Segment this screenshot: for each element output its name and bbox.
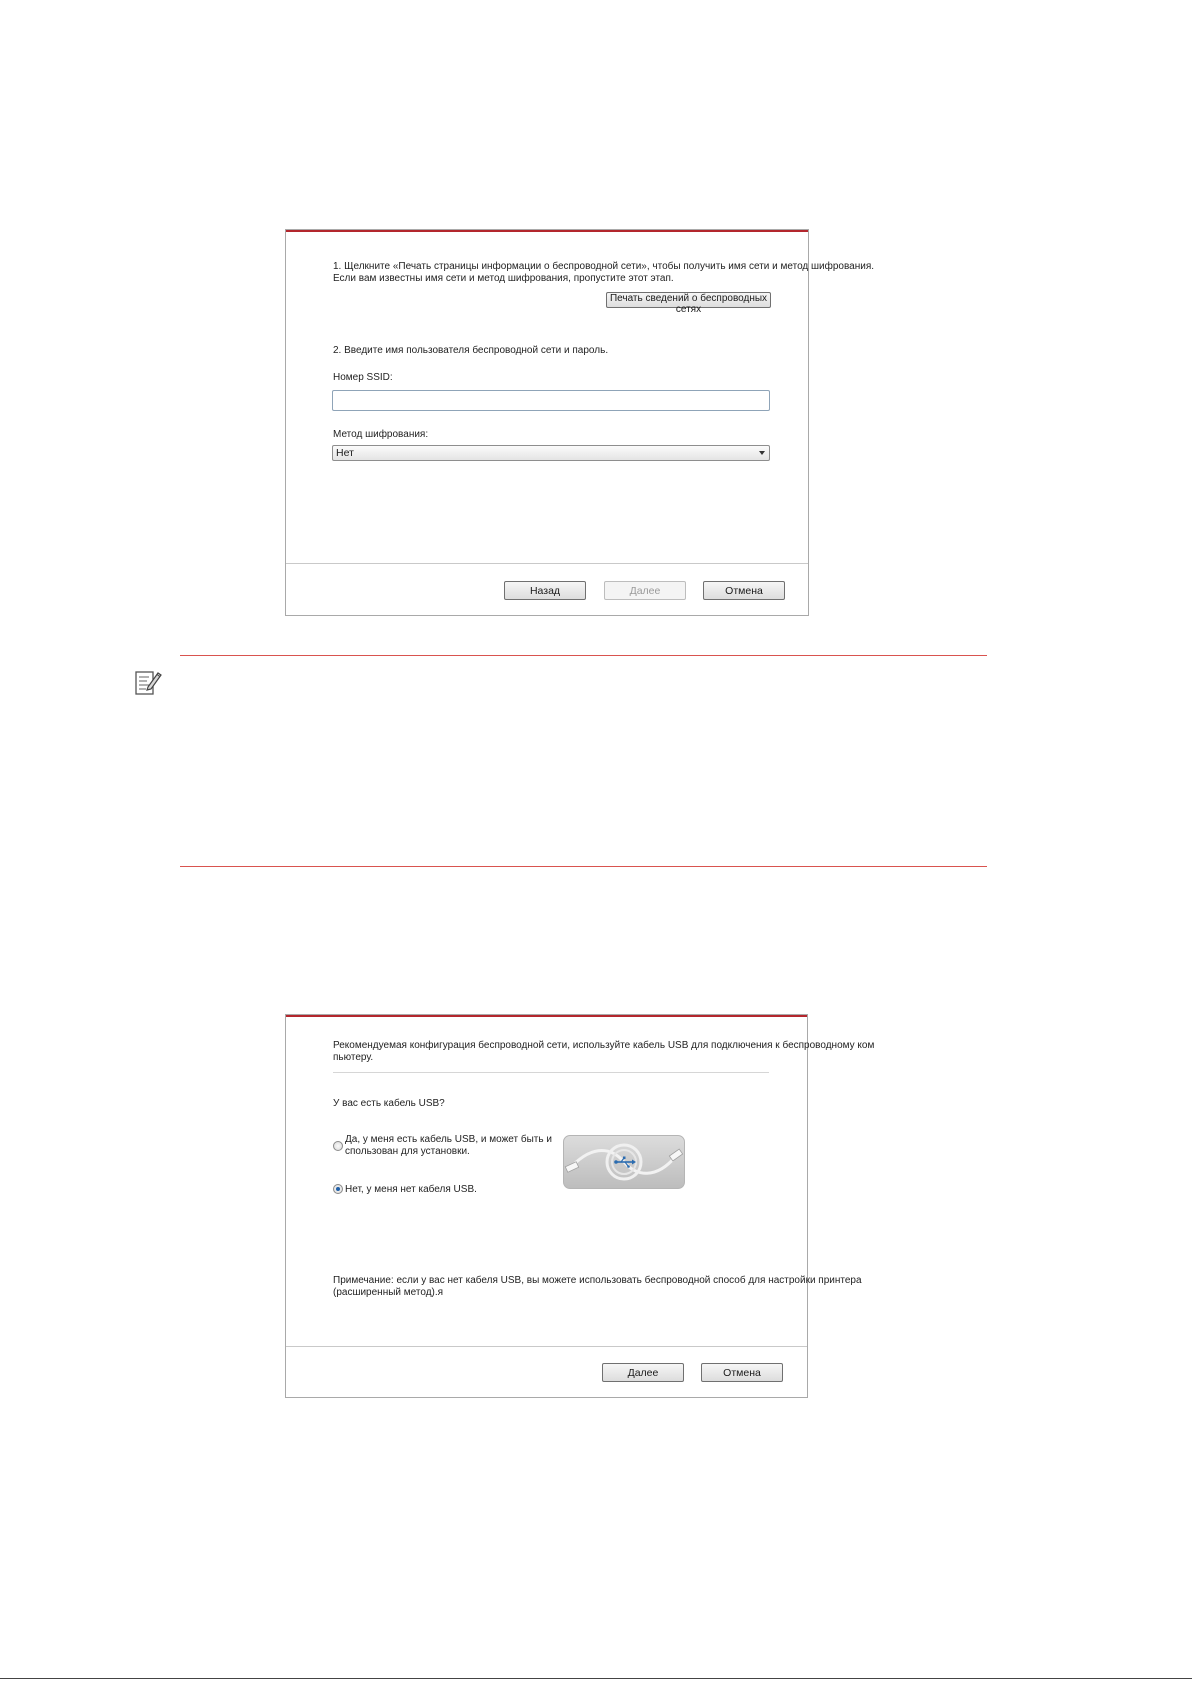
option-yes-label-line1: Да, у меня есть кабель USB, и может быть и [345, 1134, 552, 1145]
encryption-method-value: Нет [336, 447, 354, 459]
usb-intro-line1: Рекомендуемая конфигурация беспроводной сети, используйте кабель USB для подключения к беспроводному ком [333, 1040, 875, 1051]
option-yes-label-line2: спользован для установки. [345, 1146, 470, 1157]
usb-cable-illustration [563, 1135, 685, 1189]
note-bottom-divider [180, 866, 987, 867]
usb-intro-line2: пьютеру. [333, 1052, 374, 1063]
usb-cable-icon [564, 1136, 684, 1188]
option-no-label: Нет, у меня нет кабеля USB. [345, 1184, 477, 1195]
usb-question: У вас есть кабель USB? [333, 1098, 445, 1109]
note-pencil-icon [133, 667, 163, 697]
encryption-method-select[interactable] [332, 445, 770, 461]
back-button[interactable]: Назад [504, 581, 586, 600]
encryption-method-label: Метод шифрования: [333, 429, 429, 440]
next-button[interactable]: Далее [602, 1363, 684, 1382]
ssid-input[interactable] [332, 390, 770, 411]
step1-instruction-line1: 1. Щелкните «Печать страницы информации о беспроводной сети», чтобы получить имя сети и метод шифрования. [333, 261, 875, 272]
dialog-accent-bar [286, 230, 808, 232]
cancel-button[interactable]: Отмена [703, 581, 785, 600]
dialog-footer-divider [286, 1346, 807, 1347]
ssid-label: Номер SSID: [333, 372, 393, 383]
chevron-down-icon [759, 451, 765, 455]
dialog-accent-bar [286, 1015, 807, 1017]
step2-instruction: 2. Введите имя пользователя беспроводной сети и пароль. [333, 345, 609, 356]
intro-divider [333, 1072, 769, 1073]
note-top-divider [180, 655, 987, 656]
page-bottom-rule [0, 1678, 1192, 1679]
option-yes-radio[interactable] [333, 1141, 343, 1151]
option-no-radio-row[interactable] [333, 1183, 533, 1197]
usb-note-line2: (расширенный метод).я [333, 1287, 444, 1298]
option-no-radio[interactable] [333, 1184, 343, 1194]
dialog-footer-divider [286, 563, 808, 564]
usb-note-line1: Примечание: если у вас нет кабеля USB, вы можете использовать беспроводной способ для настройки принтера [333, 1275, 862, 1286]
next-button[interactable]: Далее [604, 581, 686, 600]
cancel-button[interactable]: Отмена [701, 1363, 783, 1382]
step1-instruction-line2: Если вам известны имя сети и метод шифрования, пропустите этот этап. [333, 273, 674, 284]
note-icon-wrapper [133, 667, 163, 697]
option-yes-radio-row[interactable] [333, 1133, 552, 1159]
wireless-setup-dialog [285, 229, 875, 616]
print-wireless-info-button[interactable]: Печать сведений о беспроводных сетях [606, 292, 771, 308]
usb-cable-dialog [285, 1014, 875, 1398]
